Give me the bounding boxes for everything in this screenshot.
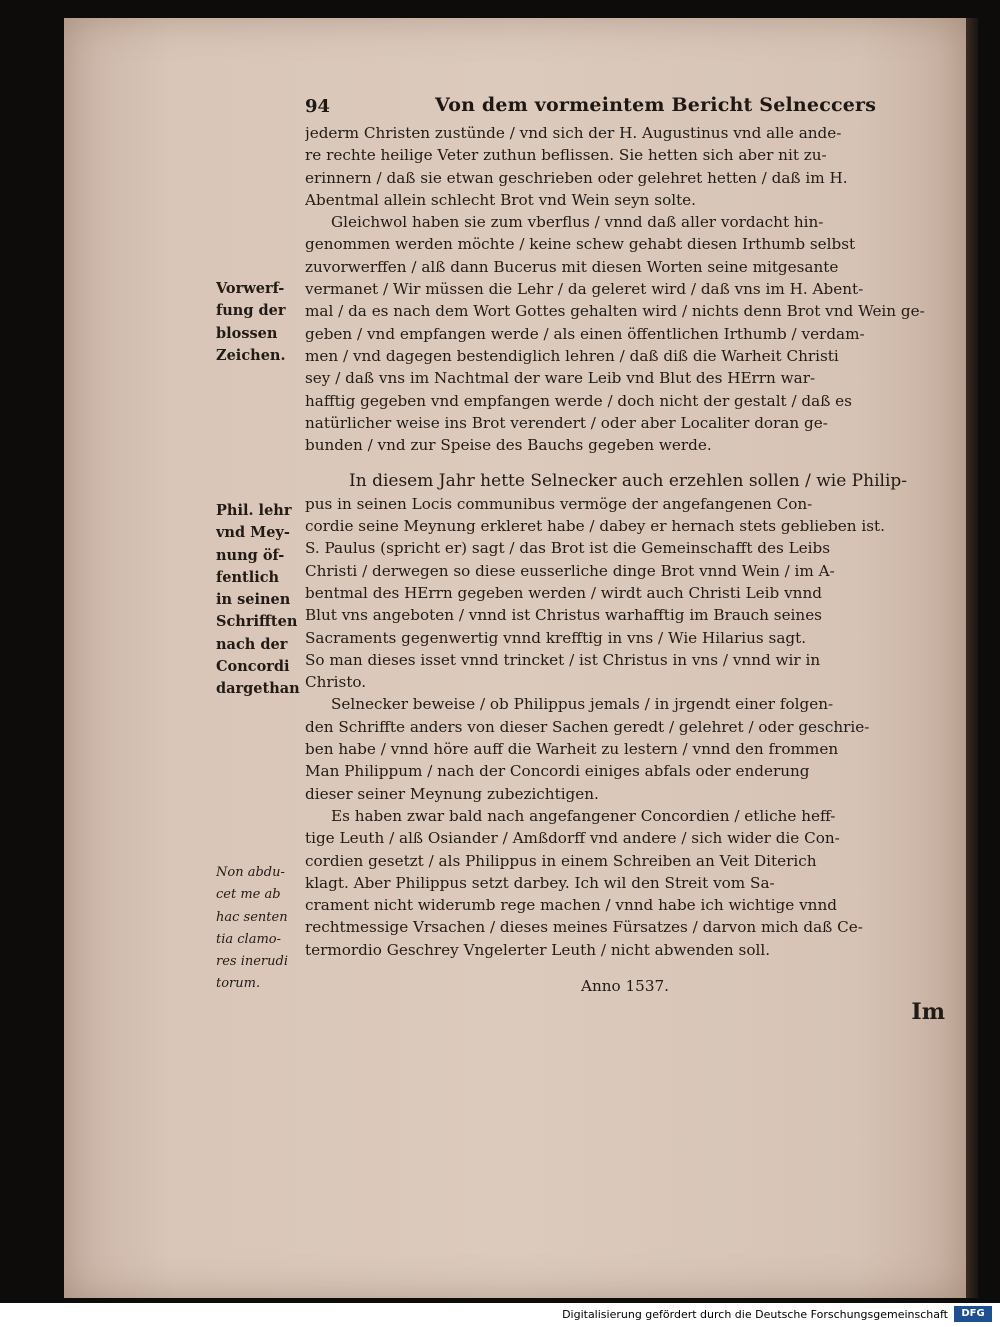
margin-note-line: Zeichen.: [216, 346, 286, 364]
text-line: crament nicht widerumb rege machen / vnnd habe ich wichtige vnnd: [305, 896, 837, 915]
text-line: tige Leuth / alß Osiander / Amßdorff vnd andere / sich wider die Con-: [305, 829, 840, 848]
margin-note-line: res inerudi: [216, 954, 289, 970]
margin-note-line: Non abdu-: [216, 865, 285, 880]
margin-note: [216, 278, 306, 367]
text-line: termordio Geschrey Vngelerter Leuth / nicht abwenden soll.: [305, 940, 771, 959]
text-line: cordien gesetzt / als Philippus in einem Schreiben an Veit Diterich: [305, 851, 817, 870]
text-line: cordie seine Meynung erkleret habe / dabey er hernach stets geblieben ist.: [305, 517, 885, 536]
text-line: vermanet / Wir müssen die Lehr / da geleret wird / daß vns im H. Abent-: [305, 280, 864, 299]
text-line: genommen werden möchte / keine schew gehabt diesen Irthumb selbst: [305, 235, 856, 254]
dfg-logo: DFG: [954, 1306, 992, 1322]
text-line: rechtmessige Vrsachen / dieses meines Fürsatzes / darvon mich daß Ce-: [305, 918, 863, 937]
margin-note-line: nung öf-: [216, 546, 285, 564]
margin-note-line: Phil. lehr: [216, 502, 292, 519]
margin-note-line: tia clamo-: [216, 931, 281, 947]
margin-note: [216, 862, 306, 996]
text-line: klagt. Aber Philippus setzt darbey. Ich wil den Streit vom Sa-: [305, 873, 775, 892]
running-head: Von dem vormeintem Bericht Selneccers: [435, 94, 877, 116]
text-line: jederm Christen zustünde / vnd sich der H. Augustinus vnd alle ande-: [305, 124, 842, 142]
text-line: Christo.: [305, 673, 367, 692]
margin-note: [216, 500, 306, 701]
text-line: bunden / vnd zur Speise des Bauchs gegeben werde.: [305, 436, 712, 455]
text-line: Selnecker beweise / ob Philippus jemals / in jrgendt einer folgen-: [331, 695, 834, 714]
page-number: 94: [305, 96, 331, 117]
text-line: Blut vns angeboten / vnnd ist Christus warhafftig im Brauch seines: [305, 606, 822, 625]
text-line: Es haben zwar bald nach angefangener Concordien / etliche heff-: [331, 806, 836, 825]
text-line: dieser seiner Meynung zubezichtigen.: [305, 784, 599, 803]
margin-note-line: fentlich: [216, 568, 280, 586]
page-edge: [966, 18, 978, 1298]
main-text: [305, 122, 945, 1027]
text-line: men / vnd dagegen bestendiglich lehren / daß diß die Warheit Christi: [305, 346, 839, 365]
funding-credit: Digitalisierung gefördert durch die Deutsche Forschungsgemeinschaft: [562, 1308, 948, 1321]
margin-note-line: vnd Mey-: [216, 524, 290, 542]
text-line: ben habe / vnnd höre auff die Warheit zu lestern / vnnd den frommen: [305, 740, 839, 759]
margin-note-line: Vorwerf-: [216, 280, 285, 297]
text-line: Sacraments gegenwertig vnnd krefftig in vns / Wie Hilarius sagt.: [305, 628, 807, 647]
margin-note-line: hac senten: [216, 909, 288, 925]
margin-note-line: Schrifften: [216, 613, 298, 631]
text-line: re rechte heilige Veter zuthun beflissen. Sie hetten sich aber nit zu-: [305, 146, 827, 165]
margin-note-line: cet me ab: [216, 887, 281, 903]
year-heading: Anno 1537.: [581, 976, 669, 995]
text-line: sey / daß vns im Nachtmal der ware Leib vnd Blut des HErrn war-: [305, 369, 816, 388]
margin-note-line: in seinen: [216, 591, 291, 609]
text-line: Abentmal allein schlecht Brot vnd Wein seyn solte.: [305, 190, 696, 209]
text-line: Christi / derwegen so diese eusserliche dinge Brot vnnd Wein / im A-: [305, 561, 835, 580]
text-line: geben / vnd empfangen werde / als einen öffentlichen Irthumb / verdam-: [305, 324, 865, 343]
text-line: In diesem Jahr hette Selnecker auch erzehlen sollen / wie Philip-: [349, 471, 908, 492]
page-header: [305, 92, 945, 122]
margin-note-line: fung der: [216, 302, 286, 320]
margin-note-line: Concordi: [216, 658, 290, 676]
margin-note-line: dargethan: [216, 680, 300, 698]
text-line: Man Philippum / nach der Concordi einiges abfals oder enderung: [305, 762, 810, 781]
margin-note-line: torum.: [216, 976, 261, 992]
text-line: mal / da es nach dem Wort Gottes gehalten wird / nichts denn Brot vnd Wein ge-: [305, 302, 925, 321]
text-line: S. Paulus (spricht er) sagt / das Brot ist die Gemeinschafft des Leibs: [305, 539, 831, 558]
text-line: bentmal des HErrn gegeben werden / wirdt auch Christi Leib vnnd: [305, 583, 822, 602]
margin-note-line: blossen: [216, 324, 278, 342]
text-line: pus in seinen Locis communibus vermöge der angefangenen Con-: [305, 494, 813, 513]
margin-note-line: nach der: [216, 635, 288, 653]
digitization-footer: [0, 1303, 1000, 1327]
text-line: zuvorwerffen / alß dann Bucerus mit diesen Worten seine mitgesante: [305, 257, 839, 276]
text-line: So man dieses isset vnnd trincket / ist Christus in vns / vnnd wir in: [305, 650, 821, 669]
text-line: Gleichwol haben sie zum vberflus / vnnd daß aller vordacht hin-: [331, 213, 824, 232]
text-line: den Schriffte anders von dieser Sachen geredt / gelehret / oder geschrie-: [305, 717, 870, 736]
text-line: hafftig gegeben vnd empfangen werde / doch nicht der gestalt / daß es: [305, 391, 852, 410]
catchword: Im: [911, 999, 945, 1026]
text-line: erinnern / daß sie etwan geschrieben oder gelehret hetten / daß im H.: [305, 168, 848, 187]
text-line: natürlicher weise ins Brot verendert / oder aber Localiter doran ge-: [305, 413, 828, 432]
